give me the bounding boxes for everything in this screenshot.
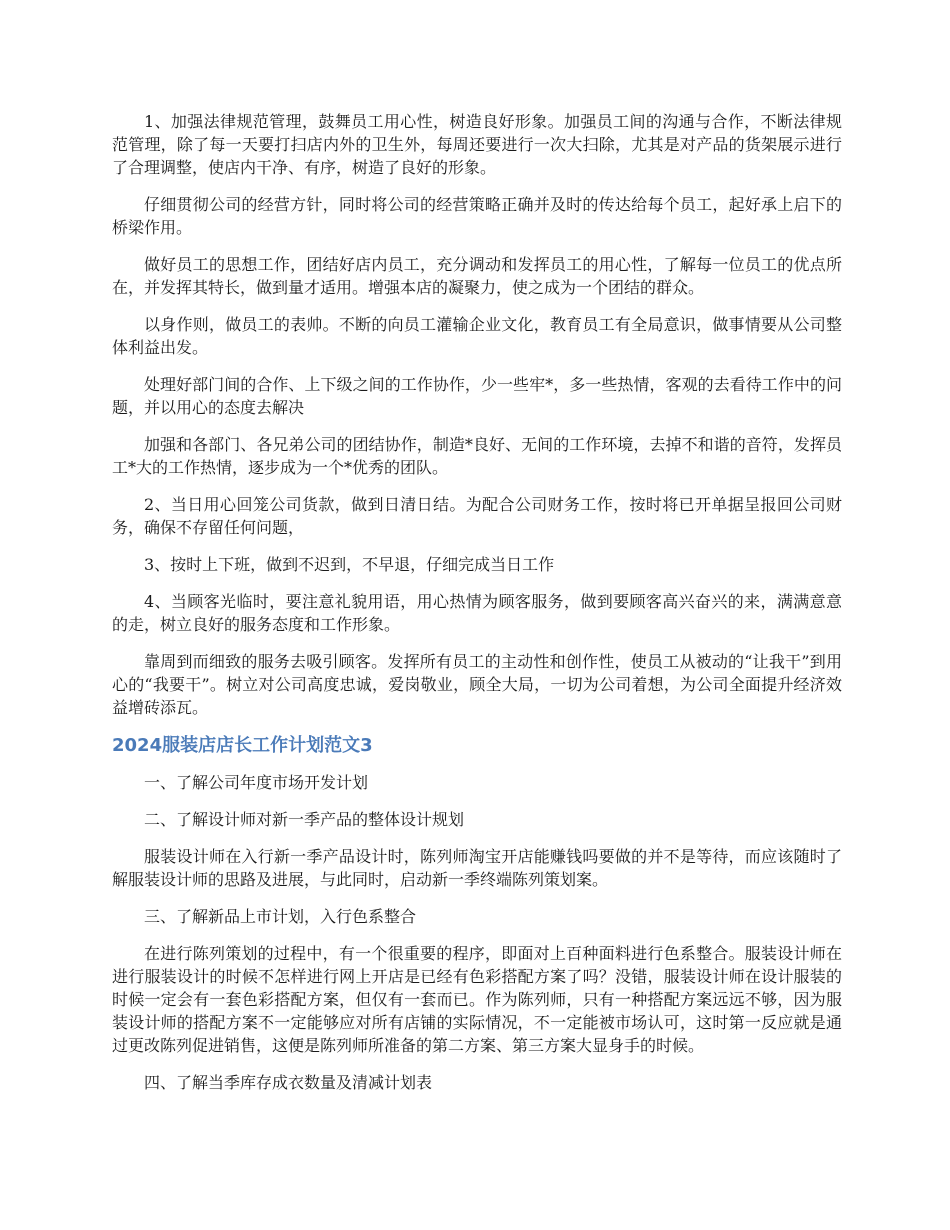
paragraph: 做好员工的思想工作，团结好店内员工，充分调动和发挥员工的用心性，了解每一位员工的优点所在，并发挥其特长，做到量才适用。增强本店的凝聚力，使之成为一个团结的群众。 <box>112 255 842 297</box>
paragraph: 三、了解新品上市计划，入行色系整合 <box>144 907 417 926</box>
document-page <box>112 110 842 1108</box>
paragraph: 2、当日用心回笼公司货款，做到日清日结。为配合公司财务工作，按时将已开单据呈报回公司财务，确保不存留任何问题， <box>112 495 842 537</box>
paragraph: 靠周到而细致的服务去吸引顾客。发挥所有员工的主动性和创作性，使员工从被动的“让我干”到用心的“我要干”。树立对公司高度忠诚，爱岗敬业，顾全大局，一切为公司着想，为公司全面提升经济效益增砖添瓦。 <box>112 652 842 717</box>
paragraph: 处理好部门间的合作、上下级之间的工作协作，少一些牢*，多一些热情，客观的去看待工作中的问题，并以用心的态度去解决 <box>112 375 842 417</box>
paragraph: 一、了解公司年度市场开发计划 <box>144 773 369 792</box>
paragraph: 在进行陈列策划的过程中，有一个很重要的程序，即面对上百种面料进行色系整合。服装设计师在进行服装设计的时候不怎样进行网上开店是已经有色彩搭配方案了吗？没错，服装设计师在设计服装的时候一定会有一套色彩搭配方案，但仅有一套而已。作为陈列师，只有一种搭配方案远远不够，因为服装设计师的搭配方案不一定能够应对所有店铺的实际情况，不一定能被市场认可，这时第一反应就是通过更改陈列促进销售，这便是陈列师所准备的第二方案、第三方案大显身手的时候。 <box>112 944 842 1055</box>
paragraph: 服装设计师在入行新一季产品设计时，陈列师淘宝开店能赚钱吗要做的并不是等待，而应该随时了解服装设计师的思路及进展，与此同时，启动新一季终端陈列策划案。 <box>112 847 842 889</box>
paragraph: 加强和各部门、各兄弟公司的团结协作，制造*良好、无间的工作环境，去掉不和谐的音符，发挥员工*大的工作热情，逐步成为一个*优秀的团队。 <box>112 435 842 477</box>
paragraph: 二、了解设计师对新一季产品的整体设计规划 <box>144 810 465 829</box>
paragraph: 4、当顾客光临时，要注意礼貌用语，用心热情为顾客服务，做到要顾客高兴奋兴的来，满满意意的走，树立良好的服务态度和工作形象。 <box>112 592 842 634</box>
section-a <box>112 110 842 719</box>
paragraph: 1、加强法律规范管理，鼓舞员工用心性，树造良好形象。加强员工间的沟通与合作，不断法律规范管理，除了每一天要打扫店内外的卫生外，每周还要进行一次大扫除，尤其是对产品的货架展示进行了合理调整，使店内干净、有序，树造了良好的形象。 <box>112 112 842 177</box>
paragraph: 以身作则，做员工的表帅。不断的向员工灌输企业文化，教育员工有全局意识，做事情要从公司整体利益出发。 <box>112 315 842 357</box>
paragraph: 仔细贯彻公司的经营方针，同时将公司的经营策略正确并及时的传达给每个员工，起好承上启下的桥梁作用。 <box>112 195 842 237</box>
section-b <box>112 771 842 1094</box>
paragraph: 3、按时上下班，做到不迟到，不早退，仔细完成当日工作 <box>144 555 555 574</box>
section-heading: 2024服装店店长工作计划范文3 <box>112 735 373 756</box>
paragraph: 四、了解当季库存成衣数量及清减计划表 <box>144 1073 433 1092</box>
